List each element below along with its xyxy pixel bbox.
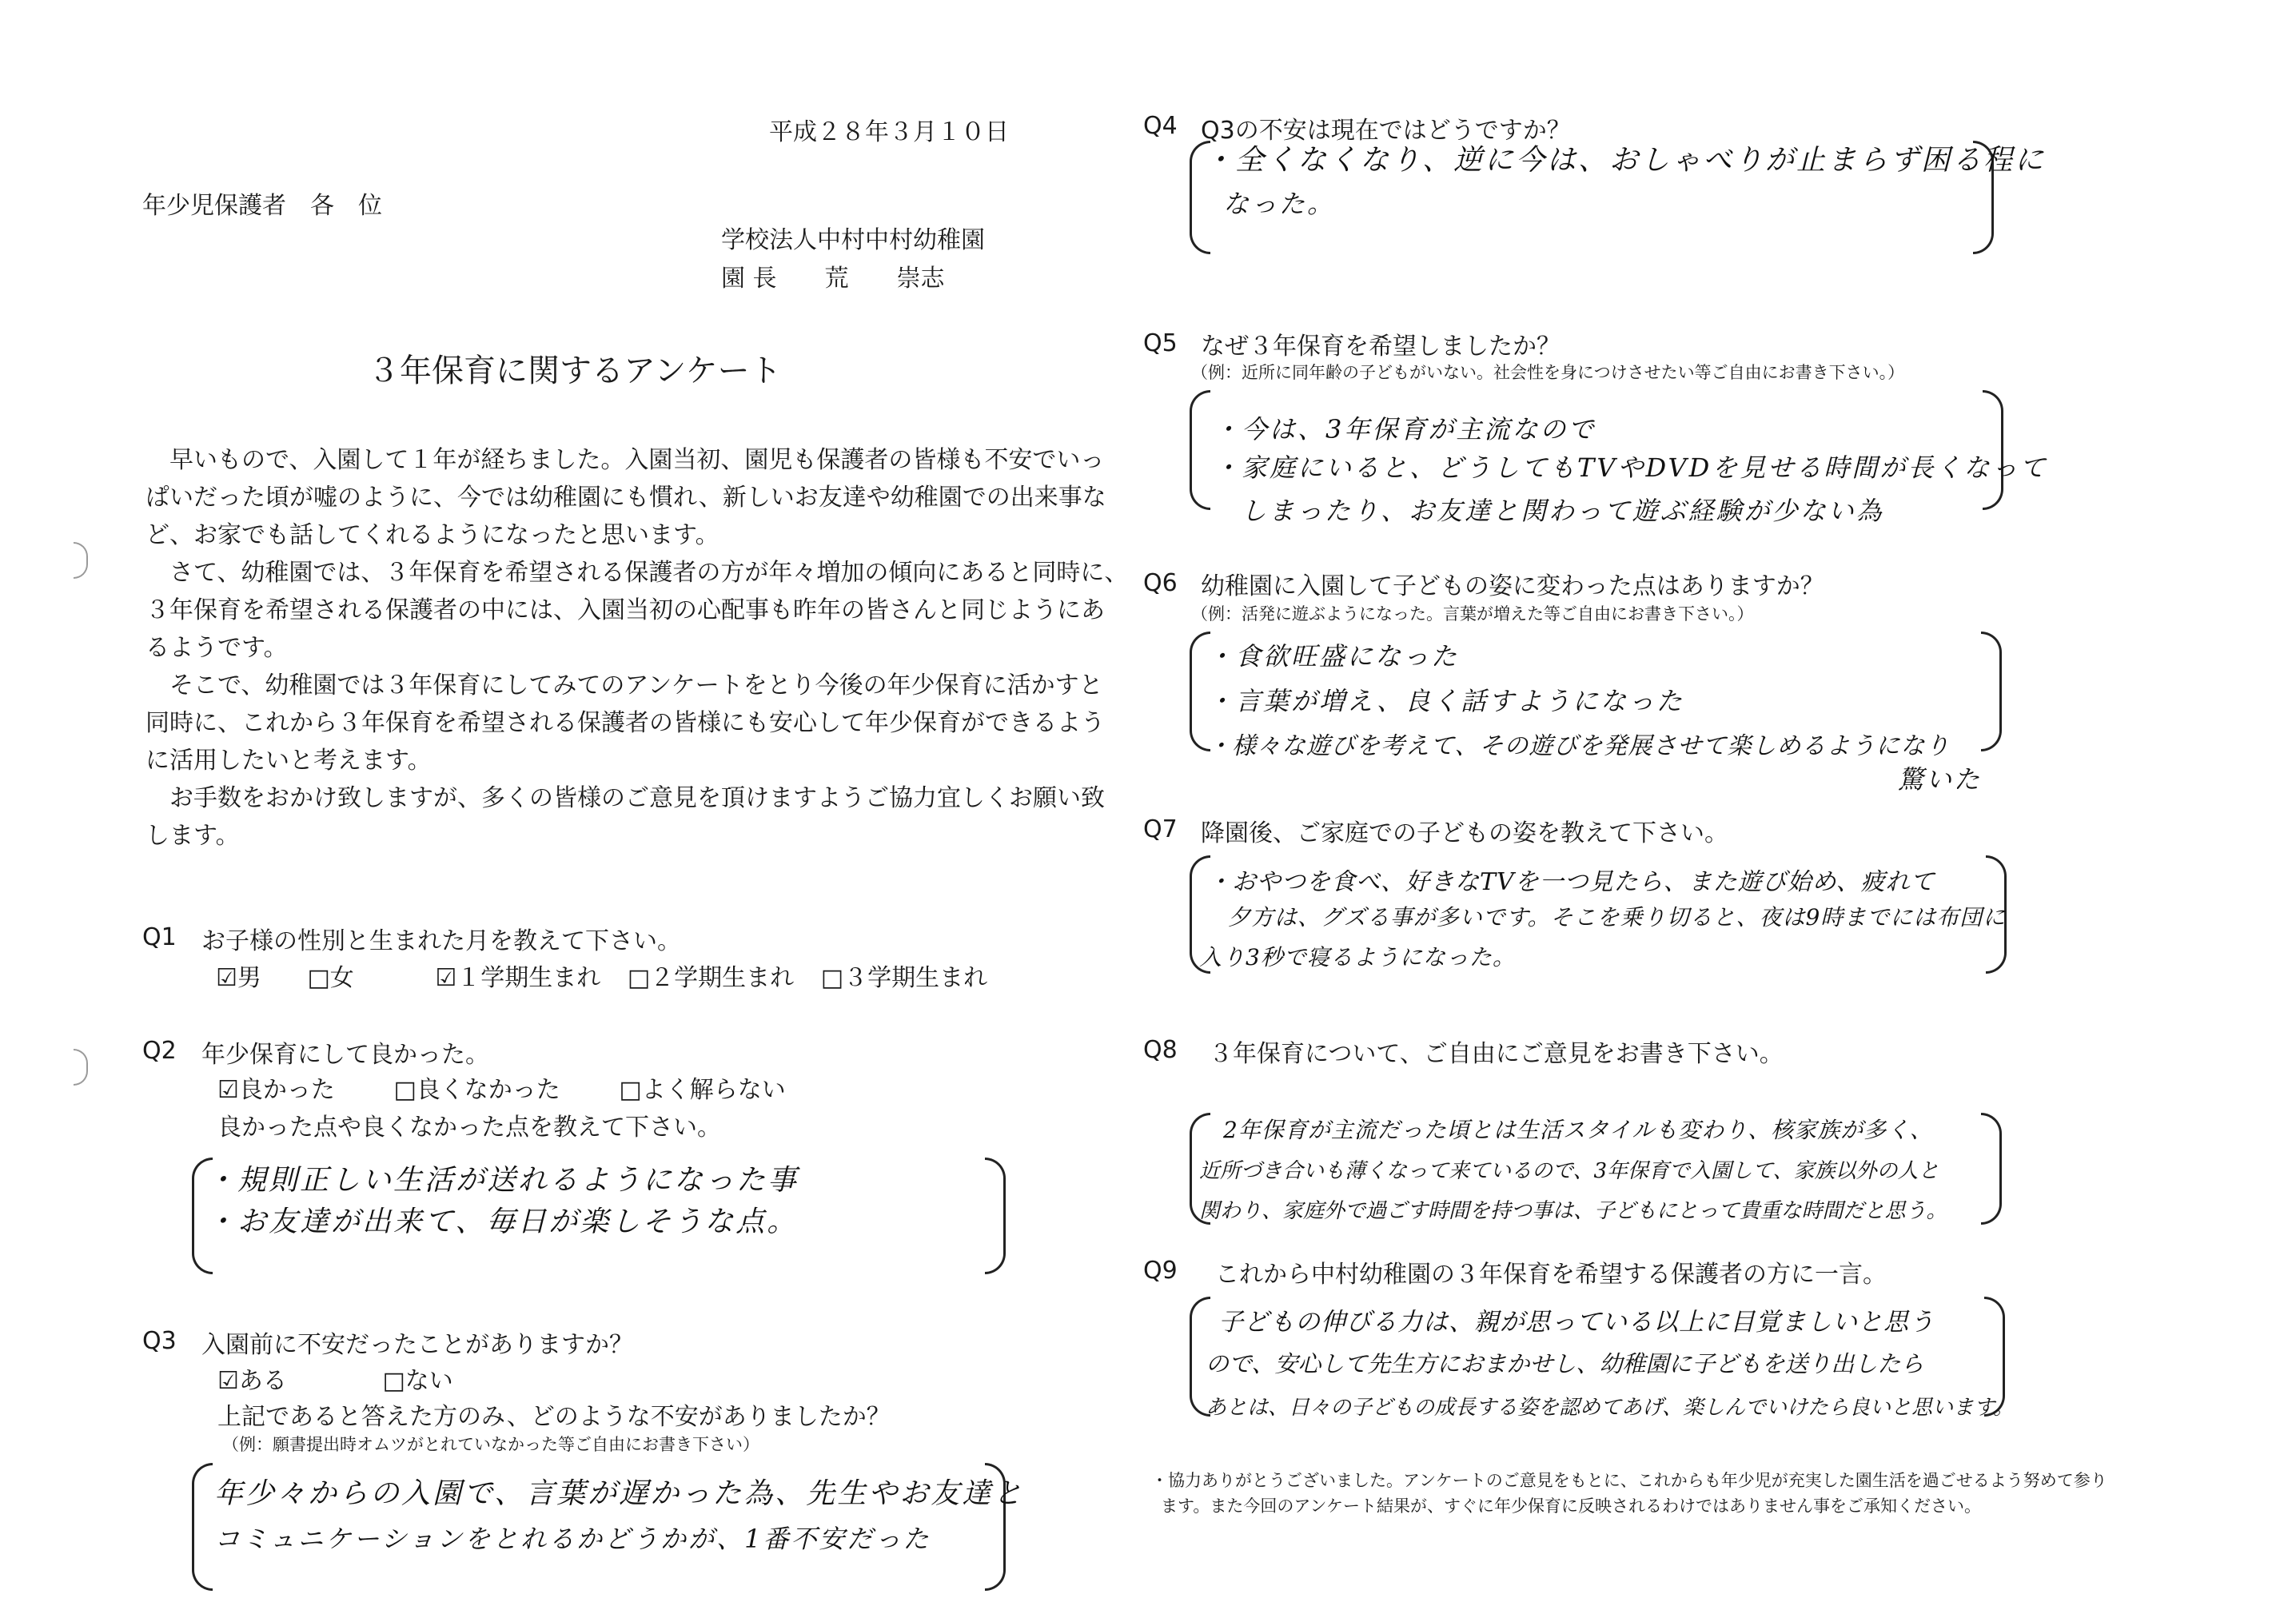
principal: 園 長 荒 崇志 (721, 265, 945, 293)
intro-line: に活用したいと考えます。 (145, 747, 432, 775)
q8-answer-line: 関わり、家庭外で過ごす時間を持つ事は、子どもにとって貴重な時間だと思う。 (1199, 1199, 1947, 1223)
q7-number: Q7 (1143, 815, 1178, 843)
q1-question: お子様の性別と生まれた月を教えて下さい。 (201, 927, 681, 955)
q3-answer-line: コミュニケーションをとれるかどうかが、1番不安だった (214, 1524, 931, 1554)
q7-question: 降園後、ご家庭での子どもの姿を教えて下さい。 (1201, 819, 1728, 847)
q6-answer-brace-right (1981, 632, 2002, 751)
q1-option-male[interactable]: ☑男 (216, 964, 261, 992)
q6-number: Q6 (1143, 569, 1178, 597)
q1-option-term2[interactable]: □２学期生まれ (627, 964, 795, 992)
q2-answer-brace-right (985, 1158, 1006, 1274)
punch-hole-bottom (74, 1049, 88, 1086)
q3-answer-brace-left (192, 1463, 213, 1591)
q3-number: Q3 (142, 1327, 177, 1355)
q5-question: なぜ３年保育を希望しましたか？ (1201, 333, 1561, 361)
q2-number: Q2 (142, 1037, 177, 1065)
intro-line: ど、お家でも話してくれるようになったと思います。 (145, 521, 719, 549)
q6-question: 幼稚園に入園して子どもの姿に変わった点はありますか？ (1201, 572, 1824, 600)
q5-example: （例：近所に同年齢の子どもがいない。社会性を身につけさせたい等ご自由にお書き下さい。） (1191, 363, 1905, 382)
q3-option-no[interactable]: □ない (382, 1367, 453, 1395)
q1-option-term1[interactable]: ☑１学期生まれ (435, 964, 601, 992)
q6-answer-line: 驚いた (1898, 764, 1983, 795)
q2-option-unsure[interactable]: □よく解らない (619, 1076, 786, 1104)
q7-answer-line: 夕方は、グズる事が多いです。そこを乗り切ると、夜は9時までには布団に (1228, 904, 2007, 931)
footer-note: ます。また今回のアンケート結果が、すぐに年少保育に反映されるわけではありません事をご承知ください。 (1161, 1496, 1982, 1516)
q1-options (216, 958, 987, 993)
intro-line: ぱいだった頃が嘘のように、今では幼稚園にも慣れ、新しいお友達や幼稚園での出来事な (145, 484, 1106, 512)
q7-answer-line: 入り3秒で寝るようになった。 (1199, 944, 1516, 970)
q3-answer-line: 年少々からの入園で、言葉が遅かった為、先生やお友達と (214, 1477, 1025, 1510)
q1-option-term3[interactable]: □３学期生まれ (820, 964, 988, 992)
q9-number: Q9 (1143, 1257, 1178, 1285)
q3-option-yes[interactable]: ☑ある (217, 1367, 287, 1395)
q3-example: （例：願書提出時オムツがとれていなかった等ご自由にお書き下さい） (222, 1435, 759, 1454)
intro-line: 早いもので、入園して１年が経ちました。入園当初、園児も保護者の皆様も不安でいっ (145, 446, 1105, 474)
q6-answer-line: ・様々な遊びを考えて、その遊びを発展させて楽しめるようになり (1207, 732, 1951, 760)
intro-line: るようです。 (145, 634, 288, 662)
intro-line: します。 (145, 822, 240, 850)
footer-note: ・協力ありがとうございました。アンケートのご意見をもとに、これからも年少児が充実した園生活を過ごせるよう努めて参り (1151, 1471, 2107, 1490)
school-name: 学校法人中村中村幼稚園 (721, 226, 985, 254)
q8-answer-line: 近所づき合いも薄くなって来ているので、3年保育で入園して、家族以外の人と (1199, 1159, 1939, 1183)
q3-subquestion: 上記であると答えた方のみ、どのような不安がありましたか？ (217, 1403, 891, 1431)
q2-options (217, 1070, 786, 1105)
punch-hole-top (74, 542, 88, 579)
intro-line: 同時に、これから３年保育を希望される保護者の皆様にも安心して年少保育ができるよう (145, 709, 1105, 737)
date: 平成２８年３月１０日 (769, 118, 1009, 146)
intro-text (145, 440, 1129, 853)
page-title: ３年保育に関するアンケート (368, 353, 782, 389)
q5-answer-brace-left (1190, 390, 1210, 510)
q2-answer-line: ・お友達が出来て、毎日が楽しそうな点。 (206, 1206, 799, 1238)
q7-answer-line: ・おやつを食べ、好きなTVを一つ見たら、また遊び始め、疲れて (1207, 868, 1935, 896)
intro-line: お手数をおかけ致しますが、多くの皆様のご意見を頂けますようご協力宜しくお願い致 (145, 784, 1105, 812)
q6-answer-line: ・食欲旺盛になった (1207, 641, 1460, 672)
intro-line: ３年保育を希望される保護者の中には、入園当初の心配事も昨年の皆さんと同じようにあ (145, 596, 1105, 624)
intro-line: さて、幼稚園では、３年保育を希望される保護者の方が年々増加の傾向にあると同時に、 (145, 559, 1129, 587)
q1-option-female[interactable]: □女 (307, 964, 354, 992)
q2-option-good[interactable]: ☑良かった (217, 1076, 335, 1104)
q2-question: 年少保育にして良かった。 (201, 1041, 489, 1069)
q4-answer-line: なった。 (1223, 189, 1336, 219)
q4-question: Q3の不安は現在ではどうですか？ (1201, 117, 1571, 145)
intro-line: そこで、幼稚園では３年保育にしてみてのアンケートをとり今後の年少保育に活かすと (145, 672, 1103, 699)
q5-answer-line: ・家庭にいると、どうしてもTVやDVDを見せる時間が長くなって (1214, 452, 2048, 483)
q2-answer-line: ・規則正しい生活が送れるようになった事 (206, 1164, 799, 1197)
q9-answer-line: あとは、日々の子どもの成長する姿を認めてあげ、楽しんでいけたら良いと思います。 (1206, 1396, 2014, 1420)
q9-answer-line: ので、安心して先生方におまかせし、幼稚園に子どもを送り出したら (1206, 1350, 1924, 1377)
q6-answer-line: ・言葉が増え、良く話すようになった (1207, 686, 1684, 716)
q5-answer-line: しまったり、お友達と関わって遊ぶ経験が少ない為 (1241, 496, 1884, 526)
q8-answer-brace-right (1981, 1113, 2002, 1225)
recipient: 年少児保護者 各 位 (142, 192, 382, 220)
q9-answer-line: 子どもの伸びる力は、親が思っている以上に目覚ましいと思う (1218, 1308, 1935, 1337)
q1-number: Q1 (142, 923, 177, 951)
q5-answer-line: ・今は、3年保育が主流なので (1214, 414, 1596, 444)
q8-answer-line: 2年保育が主流だった頃とは生活スタイルも変わり、核家族が多く、 (1223, 1117, 1933, 1143)
q9-question: これから中村幼稚園の３年保育を希望する保護者の方に一言。 (1215, 1261, 1887, 1289)
q2-option-not-good[interactable]: □良くなかった (393, 1076, 560, 1104)
q8-number: Q8 (1143, 1036, 1178, 1064)
q6-example: （例：活発に遊ぶようになった。言葉が増えた等ご自由にお書き下さい。） (1191, 604, 1754, 624)
q4-answer-line: ・全くなくなり、逆に今は、おしゃべりが止まらず困る程に (1204, 144, 2047, 177)
q3-options (217, 1361, 453, 1396)
q2-subquestion: 良かった点や良くなかった点を教えて下さい。 (217, 1114, 721, 1142)
q3-question: 入園前に不安だったことがありますか？ (201, 1331, 633, 1359)
q8-question: ３年保育について、ご自由にご意見をお書き下さい。 (1209, 1040, 1784, 1068)
q5-number: Q5 (1143, 329, 1178, 357)
q4-number: Q4 (1143, 112, 1178, 140)
